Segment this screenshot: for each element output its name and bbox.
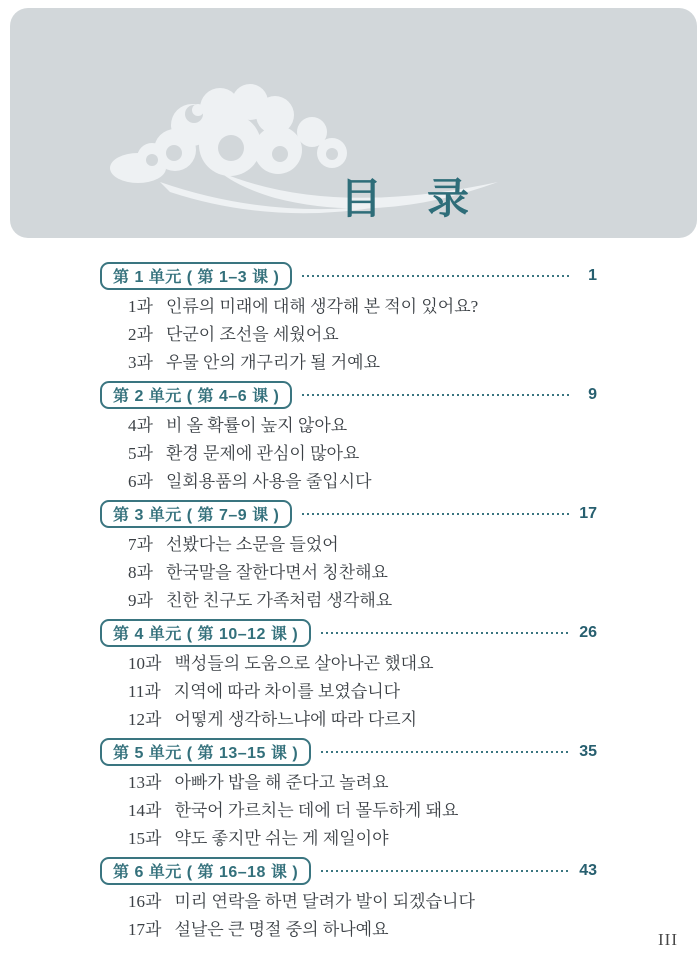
lesson-number: 9과 — [128, 591, 153, 610]
lesson-number: 14과 — [128, 801, 162, 820]
lesson-title: 백성들의 도움으로 살아나곤 했대요 — [174, 654, 434, 673]
lesson-item — [128, 769, 597, 797]
unit-page-number: 43 — [579, 862, 597, 879]
lesson-number: 7과 — [128, 535, 153, 554]
lesson-item — [128, 797, 597, 825]
lesson-title: 우물 안의 개구리가 될 거예요 — [165, 353, 381, 372]
lesson-item — [128, 321, 597, 349]
lesson-list — [100, 888, 597, 944]
lesson-list — [100, 769, 597, 853]
lesson-list — [100, 412, 597, 496]
lesson-item — [128, 706, 597, 734]
lesson-title: 한국말을 잘한다면서 칭찬해요 — [165, 563, 388, 582]
lesson-title: 어떻게 생각하느냐에 따라 다르지 — [174, 710, 418, 729]
lesson-item — [128, 559, 597, 587]
lesson-number: 15과 — [128, 829, 162, 848]
unit-page-number: 35 — [579, 743, 597, 760]
lesson-item — [128, 531, 597, 559]
toc-list — [100, 262, 597, 948]
unit-block — [100, 262, 597, 377]
unit-header — [100, 619, 597, 647]
dotted-leader — [321, 632, 570, 634]
unit-page-number: 9 — [588, 386, 597, 403]
unit-block — [100, 857, 597, 944]
unit-title-box: 第 5 单元 ( 第 13–15 课 ) — [100, 738, 311, 766]
unit-title-box: 第 4 单元 ( 第 10–12 课 ) — [100, 619, 311, 647]
lesson-item — [128, 349, 597, 377]
dotted-leader — [302, 513, 570, 515]
dotted-leader — [321, 870, 570, 872]
lesson-number: 2과 — [128, 325, 153, 344]
unit-block — [100, 381, 597, 496]
lesson-title: 친한 친구도 가족처럼 생각해요 — [165, 591, 393, 610]
unit-block — [100, 738, 597, 853]
lesson-title: 환경 문제에 관심이 많아요 — [165, 444, 360, 463]
unit-block — [100, 500, 597, 615]
unit-header — [100, 500, 597, 528]
lesson-item — [128, 468, 597, 496]
lesson-list — [100, 650, 597, 734]
lesson-item — [128, 916, 597, 944]
unit-header — [100, 857, 597, 885]
lesson-title: 선봤다는 소문을 들었어 — [165, 535, 339, 554]
lesson-title: 아빠가 밥을 해 준다고 놀려요 — [174, 773, 389, 792]
unit-page-number: 1 — [588, 267, 597, 284]
unit-header — [100, 381, 597, 409]
lesson-title: 약도 좋지만 쉬는 게 제일이야 — [174, 829, 389, 848]
lesson-item — [128, 587, 597, 615]
lesson-item — [128, 825, 597, 853]
unit-title-box: 第 6 单元 ( 第 16–18 课 ) — [100, 857, 311, 885]
dotted-leader — [302, 394, 570, 396]
unit-title-box: 第 3 单元 ( 第 7–9 课 ) — [100, 500, 292, 528]
lesson-item — [128, 440, 597, 468]
lesson-title: 인류의 미래에 대해 생각해 본 적이 있어요? — [165, 297, 479, 316]
lesson-number: 17과 — [128, 920, 162, 939]
lesson-number: 8과 — [128, 563, 153, 582]
lesson-title: 설날은 큰 명절 중의 하나예요 — [174, 920, 389, 939]
lesson-number: 13과 — [128, 773, 162, 792]
lesson-title: 단군이 조선을 세웠어요 — [165, 325, 339, 344]
lesson-number: 10과 — [128, 654, 162, 673]
dotted-leader — [302, 275, 570, 277]
unit-title-box: 第 1 单元 ( 第 1–3 课 ) — [100, 262, 292, 290]
lesson-number: 1과 — [128, 297, 153, 316]
unit-header — [100, 262, 597, 290]
dotted-leader — [321, 751, 570, 753]
lesson-number: 12과 — [128, 710, 162, 729]
lesson-number: 11과 — [128, 682, 161, 701]
lesson-item — [128, 888, 597, 916]
unit-title-box: 第 2 单元 ( 第 4–6 课 ) — [100, 381, 292, 409]
lesson-number: 16과 — [128, 892, 162, 911]
lesson-title: 일회용품의 사용을 줄입시다 — [165, 472, 372, 491]
lesson-item — [128, 412, 597, 440]
lesson-title: 비 올 확률이 높지 않아요 — [165, 416, 348, 435]
page-title: 目 录 — [340, 177, 478, 223]
lesson-item — [128, 678, 597, 706]
lesson-title: 지역에 따라 차이를 보였습니다 — [173, 682, 401, 701]
folio-page-number: III — [658, 930, 678, 949]
lesson-title: 미리 연락을 하면 달려가 발이 되겠습니다 — [174, 892, 475, 911]
lesson-number: 5과 — [128, 444, 153, 463]
lesson-list — [100, 293, 597, 377]
unit-page-number: 17 — [579, 505, 597, 522]
unit-header — [100, 738, 597, 766]
lesson-title: 한국어 가르치는 데에 더 몰두하게 돼요 — [174, 801, 459, 820]
lesson-item — [128, 650, 597, 678]
lesson-number: 6과 — [128, 472, 153, 491]
lesson-item — [128, 293, 597, 321]
lesson-number: 3과 — [128, 353, 153, 372]
header-banner — [10, 8, 697, 238]
unit-page-number: 26 — [579, 624, 597, 641]
lesson-list — [100, 531, 597, 615]
lesson-number: 4과 — [128, 416, 153, 435]
unit-block — [100, 619, 597, 734]
